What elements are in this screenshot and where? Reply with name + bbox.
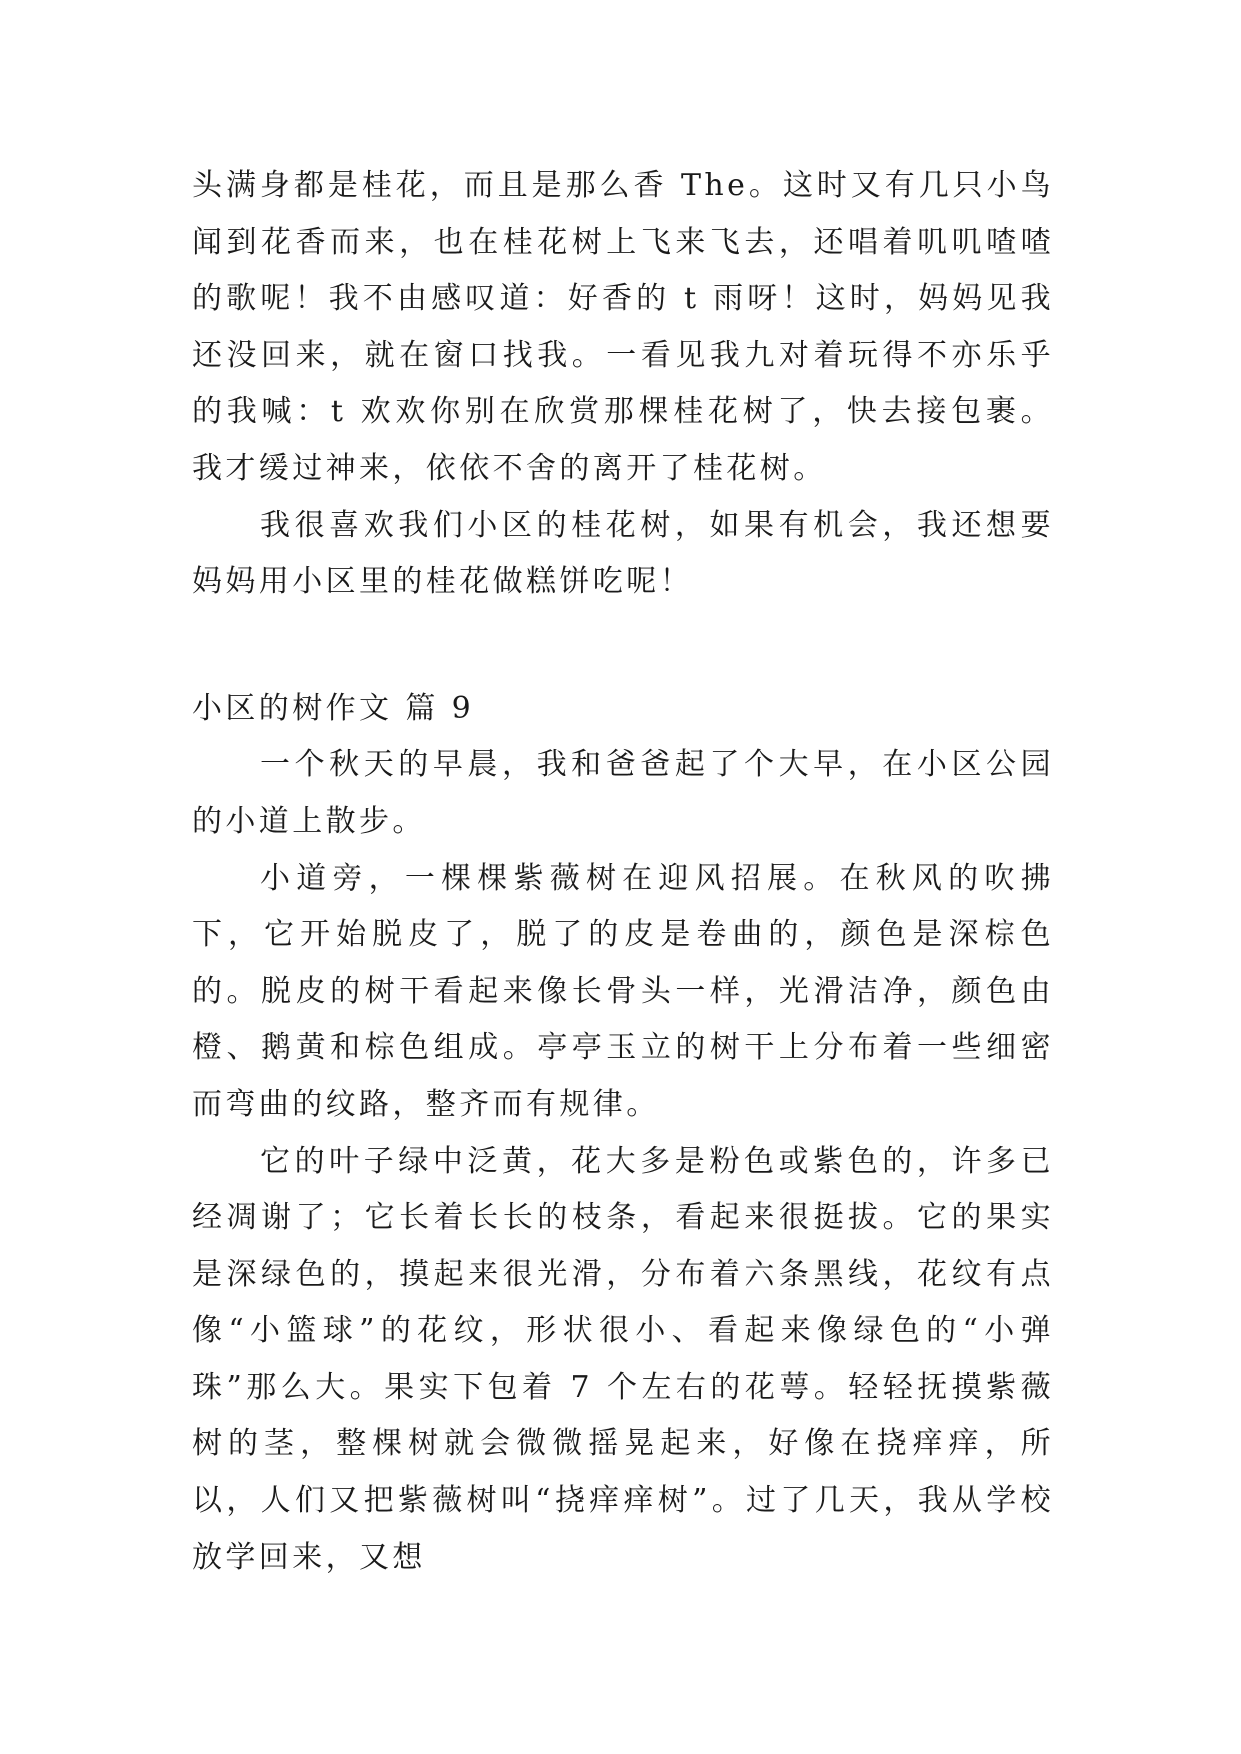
paragraph: 小道旁，一棵棵紫薇树在迎风招展。在秋风的吹拂下，它开始脱皮了，脱了的皮是卷曲的，颜色是深棕色的。脱皮的树干看起来像长骨头一样，光滑洁净，颜色由橙、鹅黄和棕色组成。亭亭玉立的树干上分布着一些细密而弯曲的纹路，整齐而有规律。 (192, 860, 1054, 1122)
paragraph: 它的叶子绿中泛黄，花大多是粉色或紫色的，许多已经凋谢了；它长着长长的枝条，看起来很挺拔。它的果实是深绿色的，摸起来很光滑，分布着六条黑线，花纹有点像“小篮球”的花纹，形状很小、看起来像绿色的“小弹珠”那么大。果实下包着 7 个左右的花萼。轻轻抚摸紫薇树的茎，整棵树就会微微摇晃起来，好像在挠痒痒，所以，人们又把紫薇树叫“挠痒痒树”。过了几天，我从学校放学回来，又想 (192, 1143, 1054, 1575)
paragraph: 我很喜欢我们小区的桂花树，如果有机会，我还想要妈妈用小区里的桂花做糕饼吃呢！ (192, 507, 1054, 600)
section-title: 小区的树作文 篇 9 (192, 690, 475, 726)
section-gap (192, 611, 1054, 681)
document-body (192, 158, 1054, 1586)
paragraph: 一个秋天的早晨，我和爸爸起了个大早，在小区公园的小道上散步。 (192, 747, 1054, 839)
paragraph-continued: 头满身都是桂花，而且是那么香 The。这时又有几只小鸟闻到花香而来，也在桂花树上飞来飞去，还唱着叽叽喳喳的歌呢！我不由感叹道：好香的 t 雨呀！这时，妈妈见我还没回来，就在窗口找我。一看见我九对着玩得不亦乐乎的我喊：t 欢欢你别在欣赏那棵桂花树了，快去接包裹。我才缓过神来，依依不舍的离开了桂花树。 (192, 168, 1054, 486)
